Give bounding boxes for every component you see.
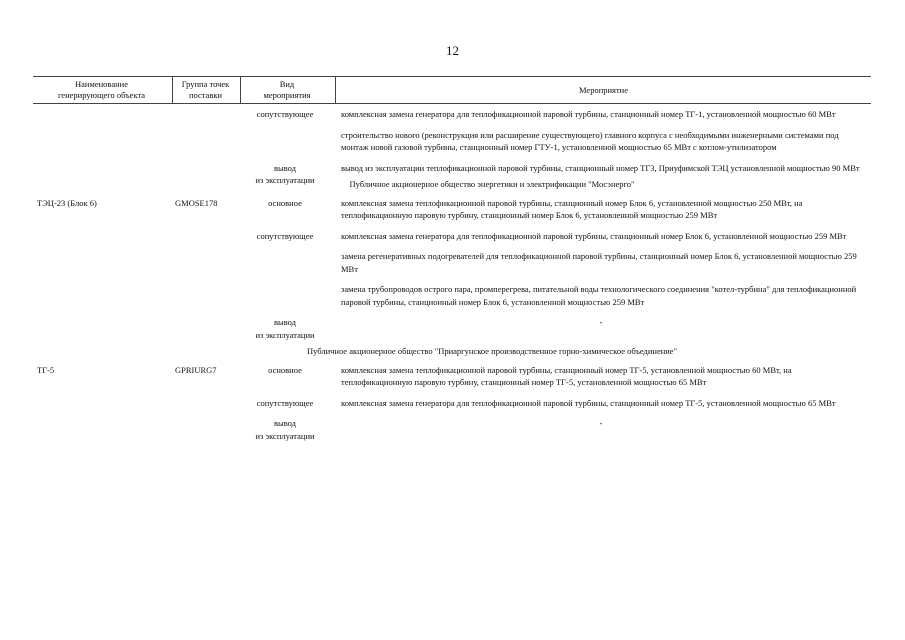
activity-type: вывод из эксплуатации — [255, 162, 315, 185]
object-name: ТГ-5 — [37, 364, 55, 375]
table-row — [33, 364, 871, 389]
table-row — [33, 417, 871, 442]
activity-description: комплексная замена генератора для теплофикационной паровой турбины, станционный номер ТГ-1, установленной мощностью 60 МВт — [341, 109, 836, 119]
table-row — [33, 397, 871, 410]
activity-type: вывод из эксплуатации — [255, 418, 315, 441]
activity-description: вывод из эксплуатации теплофикационной паровой турбины, станционный номер ТГ3, Приуфимской ТЭЦ установленной мощностью 90 МВт — [341, 162, 860, 173]
activity-description: комплексная замена генератора для теплофикационной паровой турбины, станционный номер ТГ-5, установленной мощностью 65 МВт — [341, 397, 836, 408]
activity-type: основное — [268, 364, 302, 375]
organization-row — [33, 178, 871, 191]
activity-description: комплексная замена теплофикационной паровой турбины, станционный номер ТГ-5, установленной мощностью 60 МВт, на теплофикационную паровую турбину, станционный номер ТГ-5, установленной мощностью 65 МВт — [341, 364, 792, 387]
activity-description: комплексная замена генератора для теплофикационной паровой турбины, станционный номер Блок 6, установленной мощностью 259 МВт — [341, 230, 847, 241]
activity-type: вывод из эксплуатации — [255, 317, 315, 340]
supply-group: GPRIURG7 — [175, 364, 217, 375]
activity-type: основное — [268, 197, 302, 208]
header-object-name: Наименование генерирующего объекта — [57, 79, 146, 100]
organization-row — [33, 345, 871, 358]
object-name: ТЭЦ-23 (Блок 6) — [37, 197, 97, 208]
header-activity-type: Вид мероприятия — [263, 79, 311, 100]
activity-type: сопутствующее — [256, 230, 314, 241]
supply-group: GMOSE178 — [175, 197, 218, 208]
table-row — [33, 283, 871, 308]
table-header — [33, 76, 871, 104]
activity-description: замена регенеративных подогревателей для теплофикационной паровой турбины, станционный номер Блок 6, установленной мощностью 259 МВт — [341, 251, 857, 274]
activity-description: комплексная замена теплофикационной паровой турбины, станционный номер Блок 6, установленной мощностью 250 МВт, на теплофикационную паровую турбину, станционный номер Блок 6, установленной мощностью 259 МВт — [341, 197, 803, 220]
table-body — [33, 108, 871, 442]
table-row — [33, 197, 871, 222]
organization-name: Публичное акционерное общество "Приаргунское производственное горно-химическое объединение" — [306, 346, 678, 356]
activity-type: сопутствующее — [256, 109, 314, 119]
table-row — [33, 108, 871, 121]
activity-description: замена трубопроводов острого пара, промперегрева, питательной воды технологического соединения "котел-турбина" для теплофикационной паровой турбины, станционный номер Блок 6, установленной мощностью 259 МВт — [341, 284, 857, 307]
activity-description: - — [599, 317, 603, 327]
table-row — [33, 129, 871, 154]
organization-name: Публичное акционерное общество энергетики и электрификации "Мосэнерго" — [349, 179, 635, 189]
table-row — [33, 316, 871, 341]
header-supply-group: Группа точек поставки — [181, 79, 230, 100]
table-row — [33, 250, 871, 275]
header-activity: Мероприятие — [578, 84, 628, 95]
activity-type: сопутствующее — [256, 397, 314, 408]
table-row — [33, 230, 871, 243]
page-number: 12 — [446, 43, 459, 58]
activity-description: - — [599, 418, 603, 428]
activity-description: строительство нового (реконструкция или расширение существующего) главного корпуса с необходимыми инженерными системами под монтаж новой газовой турбины, станционный номер ГТУ-1, установленной мощностью 65 МВт с котлом-утилизатором — [341, 129, 839, 152]
